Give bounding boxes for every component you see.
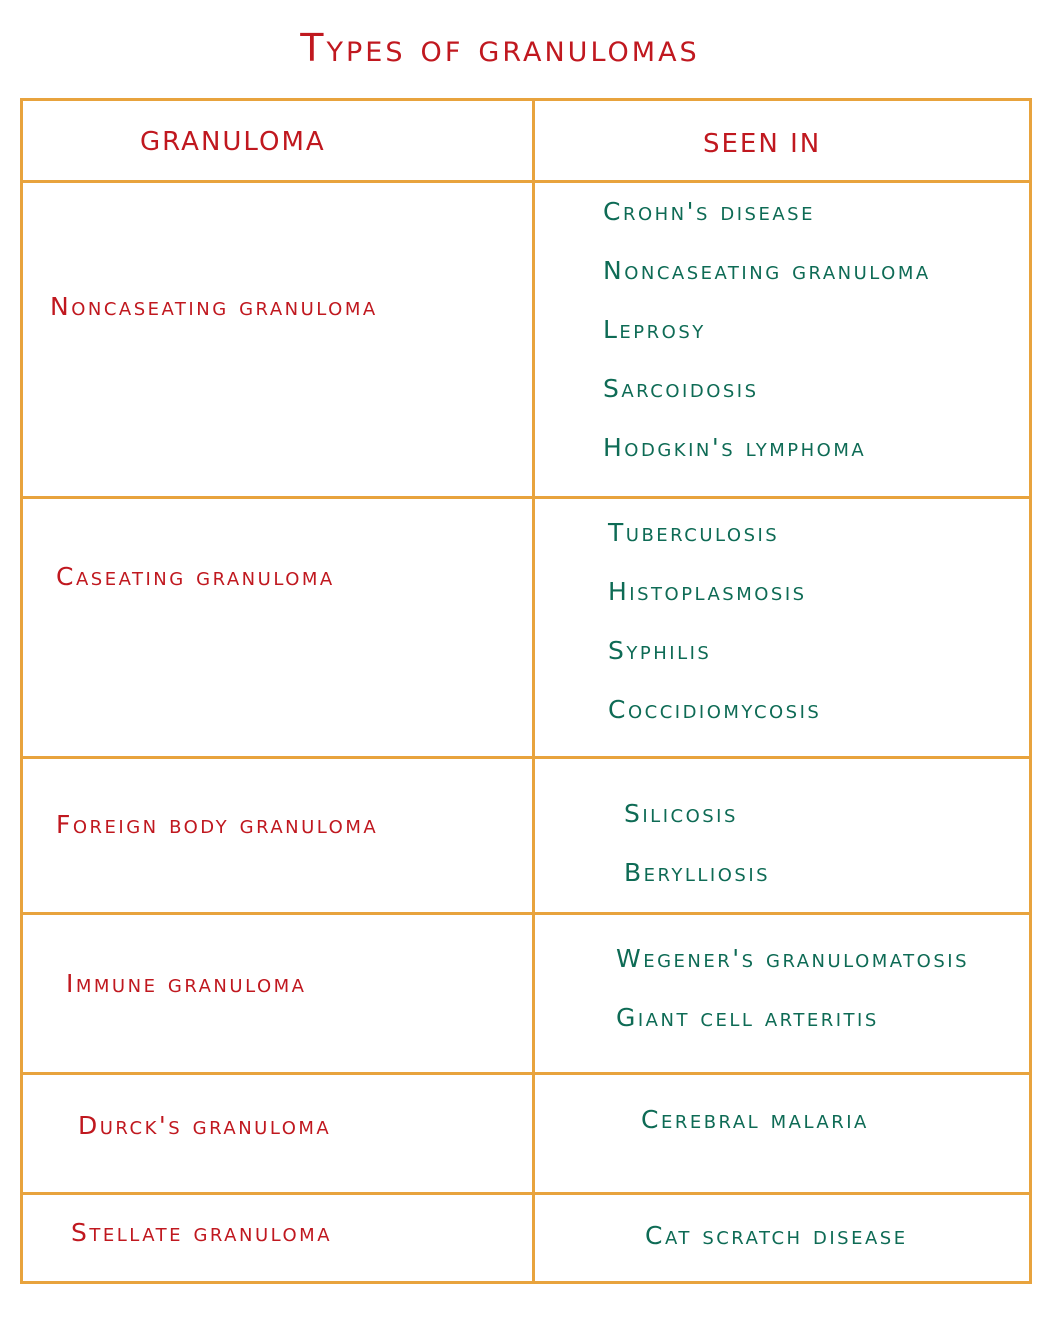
seen-in-item: Tuberculosis: [608, 518, 780, 547]
seen-in-item: Leprosy: [603, 315, 706, 344]
column-divider: [532, 101, 535, 1281]
row-divider: [23, 496, 1029, 499]
granuloma-type: Durck's granuloma: [78, 1111, 332, 1140]
granuloma-type: Stellate granuloma: [71, 1218, 333, 1247]
row-divider: [23, 1072, 1029, 1075]
page-title: Types of granulomas: [300, 26, 700, 70]
seen-in-item: Berylliosis: [624, 858, 771, 887]
granuloma-table: [20, 98, 1032, 1284]
seen-in-item: Crohn's disease: [603, 197, 815, 226]
row-divider: [23, 1192, 1029, 1195]
granuloma-type: Noncaseating granuloma: [50, 292, 378, 321]
seen-in-item: Wegener's granulomatosis: [616, 944, 970, 973]
granuloma-type: Caseating granuloma: [56, 562, 335, 591]
seen-in-item: Histoplasmosis: [608, 577, 807, 606]
seen-in-item: Sarcoidosis: [603, 374, 759, 403]
seen-in-item: Coccidiomycosis: [608, 695, 822, 724]
seen-in-item: Cerebral malaria: [641, 1105, 869, 1134]
column-header-granuloma: GRANULOMA: [140, 127, 326, 157]
row-divider: [23, 756, 1029, 759]
granuloma-type: Immune granuloma: [66, 969, 307, 998]
seen-in-item: Giant cell arteritis: [616, 1003, 879, 1032]
row-divider: [23, 912, 1029, 915]
seen-in-item: Silicosis: [624, 799, 738, 828]
header-divider: [23, 180, 1029, 183]
granuloma-type: Foreign body granuloma: [56, 810, 379, 839]
seen-in-item: Noncaseating granuloma: [603, 256, 931, 285]
seen-in-item: Syphilis: [608, 636, 712, 665]
seen-in-item: Cat scratch disease: [645, 1221, 908, 1250]
seen-in-item: Hodgkin's lymphoma: [603, 433, 867, 462]
column-header-seen-in: SEEN IN: [703, 129, 822, 159]
